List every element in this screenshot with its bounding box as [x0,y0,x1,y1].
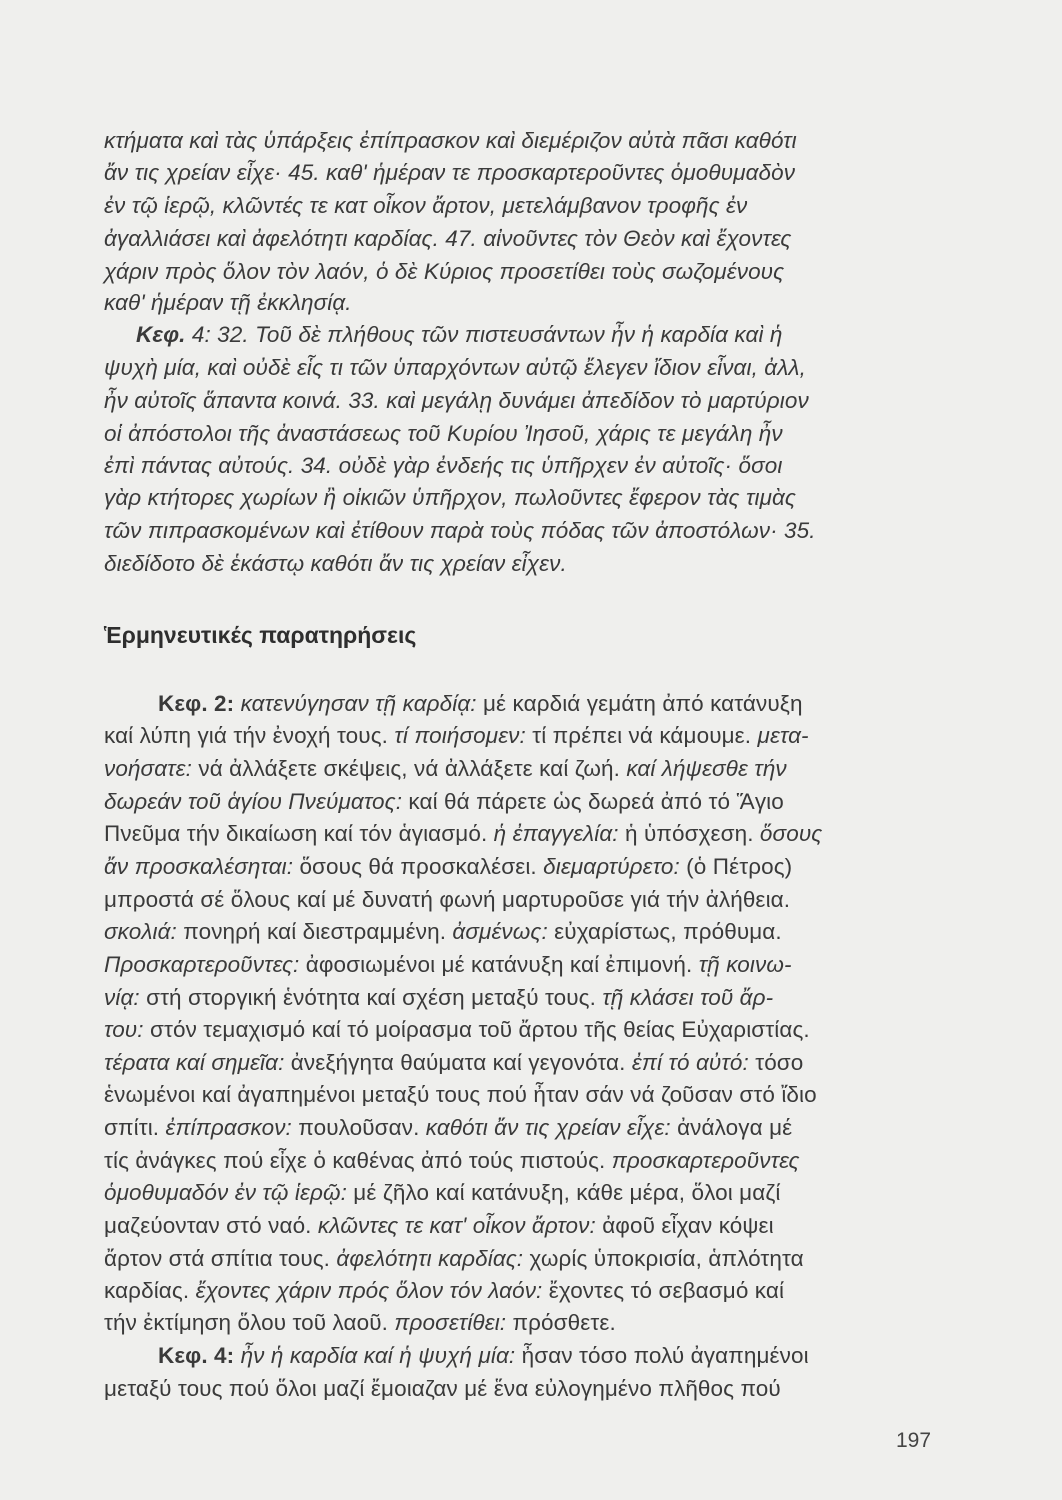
chapter-ref: Κεφ. 4: [158,1343,235,1368]
note-line: μεταξύ τους πού ὅλοι μαζί ἔμοιαζαν μέ ἕνα εὐλογημένο πλῆθος πού [104,1376,781,1401]
note-line: νίᾳ: στή στοργική ἑνότητα καί σχέση μεταξύ τους. τῇ κλάσει τοῦ ἄρ- [104,985,774,1010]
note-line: ὁμοθυμαδόν ἐν τῷ ἱερῷ: μέ ζῆλο καί κατάνυξη, κάθε μέρα, ὅλοι μαζί [104,1180,781,1205]
quote-line: ἐπὶ πάντας αὐτούς. 34. οὐδὲ γὰρ ἐνδεής τις ὑπῆρχεν ἐν αὐτοῖς· ὅσοι [104,453,783,478]
note-line: ἄρτον στά σπίτια τους. ἀφελότητι καρδίας: χωρίς ὑποκρισία, ἁπλότητα [104,1246,804,1271]
quote-line: καθ' ἡμέραν τῇ ἐκκλησίᾳ. [104,290,352,315]
quote-line: ψυχὴ μία, καὶ οὐδὲ εἷς τι τῶν ὑπαρχόντων αὐτῷ ἔλεγεν ἴδιον εἶναι, ἀλλ, [104,355,806,380]
quote-line: ἄν τις χρείαν εἶχε· 45. καθ' ἡμέραν τε προσκαρτεροῦντες ὁμοθυμαδὸν [104,160,796,185]
note-line: καρδίας. ἔχοντες χάριν πρός ὅλον τόν λαόν: ἔχοντες τό σεβασμό καί [104,1278,785,1303]
quote-line: ἐν τῷ ἱερῷ, κλῶντές τε κατ οἶκον ἄρτον, μετελάμβανον τροφῆς ἐν [104,193,748,218]
chapter-ref: Κεφ. [136,322,186,347]
note-line: τέρατα καί σημεῖα: ἀνεξήγητα θαύματα καί γεγονότα. ἐπί τό αὐτό: τόσο [104,1050,804,1075]
quote-line: διεδίδοτο δὲ ἑκάστῳ καθότι ἄν τις χρείαν εἶχεν. [104,551,567,576]
note-line: καί λύπη γιά τήν ἐνοχή τους. τί ποιήσομεν: τί πρέπει νά κάμουμε. μετα- [104,723,809,748]
quote-line: ἦν αὐτοῖς ἅπαντα κοινά. 33. καὶ μεγάλῃ δυνάμει ἀπεδίδον τὸ μαρτύριον [104,388,809,413]
note-line: μπροστά σέ ὅλους καί μέ δυνατή φωνή μαρτυροῦσε γιά τήν ἀλήθεια. [104,887,791,912]
note-line: τήν ἐκτίμηση ὅλου τοῦ λαοῦ. προσετίθει: πρόσθετε. [104,1310,616,1335]
note-line: του: στόν τεμαχισμό καί τό μοίρασμα τοῦ ἄρτου τῆς θείας Εὐχαριστίας. [104,1017,810,1042]
quote-line: Κεφ. 4: 32. Τοῦ δὲ πλήθους τῶν πιστευσάντων ἦν ἡ καρδία καὶ ἡ [136,322,783,347]
note-line: τίς ἀνάγκες πού εἶχε ὁ καθένας ἀπό τούς πιστούς. προσκαρτεροῦντες [104,1148,800,1173]
note-line: δωρεάν τοῦ ἁγίου Πνεύματος: καί θά πάρετε ὡς δωρεά ἀπό τό Ἅγιο [104,789,784,814]
quote-line: χάριν πρὸς ὅλον τὸν λαόν, ὁ δὲ Κύριος προσετίθει τοὺς σωζομένους [104,259,785,284]
note-line: ἑνωμένοι καί ἀγαπημένοι μεταξύ τους πού ἦταν σάν νά ζοῦσαν στό ἴδιο [104,1082,817,1107]
note-line: σπίτι. ἐπίπρασκον: πουλοῦσαν. καθότι ἄν τις χρείαν εἶχε: ἀνάλογα μέ [104,1115,793,1140]
note-line: νοήσατε: νά ἀλλάξετε σκέψεις, νά ἀλλάξετε καί ζωή. καί λήψεσθε τήν [104,756,787,781]
quote-line: κτήματα καὶ τὰς ὑπάρξεις ἐπίπρασκον καὶ διεμέριζον αὐτὰ πᾶσι καθότι [104,128,797,153]
note-line: μαζεύονταν στό ναό. κλῶντες τε κατ' οἶκον ἄρτον: ἀφοῦ εἶχαν κόψει [104,1213,774,1238]
page-number: 197 [896,1429,932,1452]
note-line: ἄν προσκαλέσηται: ὅσους θά προσκαλέσει. διεμαρτύρετο: (ὁ Πέτρος) [104,854,793,879]
note-line: σκολιά: πονηρή καί διεστραμμένη. ἀσμένως: εὐχαρίστως, πρόθυμα. [104,919,782,944]
note-line: Κεφ. 2: κατενύγησαν τῇ καρδίᾳ: μέ καρδιά γεμάτη ἀπό κατάνυξη [158,691,803,716]
quote-line: οἱ ἀπόστολοι τῆς ἀναστάσεως τοῦ Κυρίου Ἰησοῦ, χάρις τε μεγάλη ἦν [104,421,783,446]
quote-line: τῶν πιπρασκομένων καὶ ἐτίθουν παρὰ τοὺς πόδας τῶν ἀποστόλων· 35. [104,518,816,543]
note-line: Προσκαρτεροῦντες: ἀφοσιωμένοι μέ κατάνυξη καί ἐπιμονή. τῇ κοινω- [104,952,792,977]
quote-line: γὰρ κτήτορες χωρίων ἢ οἰκιῶν ὑπῆρχον, πωλοῦντες ἔφερον τὰς τιμὰς [104,485,796,510]
quote-line: ἀγαλλιάσει καὶ ἀφελότητι καρδίας. 47. αἰνοῦντες τὸν Θεὸν καὶ ἔχοντες [104,226,792,251]
chapter-ref: Κεφ. 2: [158,691,235,716]
note-line: Κεφ. 4: ἦν ἡ καρδία καί ἡ ψυχή μία: ἦσαν τόσο πολύ ἀγαπημένοι [158,1343,809,1368]
section-heading: Ἑρμηνευτικές παρατηρήσεις [104,622,417,648]
note-line: Πνεῦμα τήν δικαίωση καί τόν ἁγιασμό. ἡ ἐπαγγελία: ἡ ὑπόσχεση. ὅσους [104,821,823,846]
